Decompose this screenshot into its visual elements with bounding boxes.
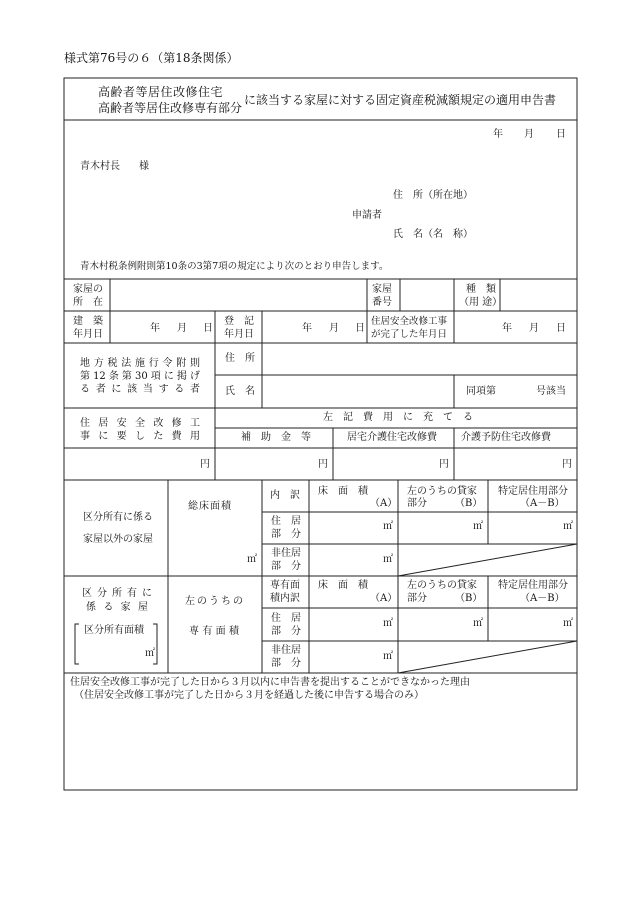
type-label-1: 種 類 — [466, 284, 496, 295]
condo-specific-label-2: （A－B） — [520, 593, 565, 604]
condo-specific-label-1: 特定居住用部分 — [498, 580, 568, 591]
condo-nonres-a-sqm: ㎡ — [383, 651, 393, 662]
completion-label-2: が完了した年月日 — [371, 329, 448, 340]
non-condo-label-2: 家屋以外の家屋 — [83, 534, 153, 545]
condo-res-b-sqm: ㎡ — [473, 618, 483, 629]
applicant-label: 申請者 — [352, 210, 382, 221]
residential-label-1: 住 居 — [271, 516, 301, 527]
honorific: 様 — [139, 161, 149, 172]
registered-year: 年 — [302, 323, 312, 334]
title-line2: 高齢者等居住改修専有部分 — [98, 101, 243, 115]
residential-label-2: 部 分 — [271, 529, 301, 540]
built-year: 年 — [150, 323, 160, 334]
nonres-label-1: 非住居 — [271, 548, 301, 559]
built-day: 日 — [203, 323, 213, 334]
condo-nonres-label-2: 部 分 — [271, 658, 301, 669]
res-a-sqm: ㎡ — [383, 521, 393, 532]
exclusive-breakdown-2: 積内訳 — [270, 593, 300, 604]
title-line1: 高齢者等居住改修住宅 — [98, 85, 224, 99]
exclusive-breakdown-1: 専有面 — [270, 580, 300, 591]
floor-area-label: 床 面 積 — [318, 486, 368, 497]
leased-label-1: 左のうちの貸家 — [407, 486, 477, 497]
condo-leased-b: （B） — [455, 593, 483, 604]
care-prevention-yen: 円 — [562, 459, 572, 470]
cost-total-yen: 円 — [200, 459, 210, 470]
specific-label-1: 特定居住用部分 — [498, 486, 568, 497]
location-label-2: 所 在 — [73, 297, 103, 308]
completion-label-1: 住居安全改修工事 — [371, 316, 448, 327]
total-floor-sqm: ㎡ — [247, 554, 257, 565]
owned-area-label: 区分所有面積 — [84, 625, 144, 636]
number-label-2: 番号 — [372, 297, 392, 308]
condo-nonres-label-1: 非住居 — [271, 645, 301, 656]
title-rest: に該当する家屋に対する固定資産税減額規定の適用申告書 — [244, 93, 557, 107]
late-reason-line1: 住居安全改修工事が完了した日から３月以内に申告書を提出することができなかった理由 — [70, 677, 470, 688]
form-number: 様式第76号の６（第18条関係） — [64, 51, 239, 65]
addressee: 青木村長 — [80, 161, 120, 172]
registered-day: 日 — [355, 323, 365, 334]
condo-floor-area-label: 床 面 積 — [318, 580, 368, 591]
owned-area-sqm: ㎡ — [145, 648, 155, 659]
registered-month: 月 — [329, 323, 339, 334]
non-condo-label-1: 区分所有に係る — [83, 512, 153, 523]
registered-label-1: 登 記 — [224, 316, 254, 327]
res-ab-sqm: ㎡ — [563, 521, 573, 532]
built-month: 月 — [177, 323, 187, 334]
condo-label-1: 区分所有に — [82, 588, 152, 599]
cost-label-2: 事に要した費用 — [80, 431, 200, 442]
late-reason-line2: （住居安全改修工事が完了した日から３月を経過した後に申告する場合のみ） — [74, 690, 424, 701]
leased-b: （B） — [455, 498, 483, 509]
breakdown-label: 内 訳 — [270, 490, 300, 501]
condo-label-2: 係る家屋 — [86, 602, 148, 613]
exclusive-area-label: 専有面積 — [189, 626, 239, 637]
subsidy-yen: 円 — [318, 459, 328, 470]
care-home-yen: 円 — [439, 459, 449, 470]
condo-residential-label-1: 住 居 — [271, 613, 301, 624]
total-floor-label: 総床面積 — [188, 501, 232, 512]
eligible-label-1: 地方税法施行令附則 — [80, 358, 200, 369]
built-label-1: 建 築 — [73, 316, 103, 327]
condo-res-a-sqm: ㎡ — [383, 618, 393, 629]
eligible-address-label: 住 所 — [225, 353, 255, 364]
cost-label-1: 住居安全改修工 — [80, 418, 200, 429]
date-month: 月 — [524, 129, 534, 140]
type-label-2: （用 途） — [459, 297, 503, 308]
registered-label-2: 年月日 — [224, 329, 254, 340]
condo-res-ab-sqm: ㎡ — [563, 618, 573, 629]
condo-leased-label-1: 左のうちの貸家 — [407, 580, 477, 591]
condo-residential-label-2: 部 分 — [271, 626, 301, 637]
built-label-2: 年月日 — [73, 329, 103, 340]
eligible-label-2: 第12条第30項に掲げ — [80, 371, 200, 382]
completion-year: 年 — [502, 323, 512, 334]
applicant-name-label: 氏 名（名 称） — [393, 229, 473, 240]
left-bracket — [75, 624, 79, 664]
floor-area-a: （A） — [370, 498, 398, 509]
eligible-label-3: る者に該当する者 — [80, 384, 200, 395]
completion-day: 日 — [556, 323, 566, 334]
of-which-label: 左のうちの — [185, 596, 243, 607]
date-day: 日 — [556, 129, 566, 140]
declaration: 青木村税条例附則第10条の3第7項の規定により次のとおり申告します。 — [80, 261, 389, 272]
clause-prefix: 同項第 — [466, 386, 496, 397]
nonres-label-2: 部 分 — [271, 561, 301, 572]
leased-label-2: 部分 — [407, 498, 427, 509]
date-year: 年 — [493, 129, 503, 140]
applicant-address-label: 住 所（所在地） — [393, 190, 473, 201]
condo-floor-area-a: （A） — [370, 593, 398, 604]
funding-header: 左 記 費 用 に 充 て る — [323, 412, 473, 423]
care-prevention-label: 介護予防住宅改修費 — [461, 432, 551, 443]
specific-label-2: （A－B） — [520, 498, 565, 509]
clause-suffix: 号該当 — [536, 386, 566, 397]
res-b-sqm: ㎡ — [473, 521, 483, 532]
care-home-label: 居宅介護住宅改修費 — [347, 432, 437, 443]
completion-month: 月 — [529, 323, 539, 334]
subsidy-label: 補 助 金 等 — [241, 432, 311, 443]
number-label-1: 家屋 — [372, 284, 392, 295]
location-label-1: 家屋の — [73, 284, 103, 295]
eligible-name-label: 氏 名 — [225, 386, 255, 397]
nonres-a-sqm: ㎡ — [383, 554, 393, 565]
condo-leased-label-2: 部分 — [407, 593, 427, 604]
